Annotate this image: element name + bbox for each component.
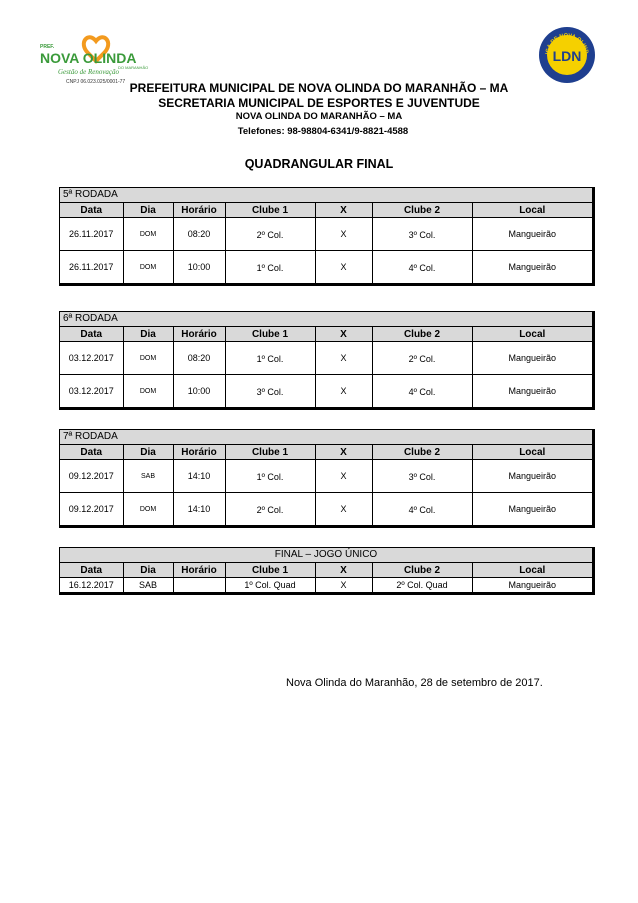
col-data: Data — [60, 203, 123, 218]
round-6-table — [59, 311, 595, 410]
round-5-table — [59, 187, 595, 286]
prefeitura-title: PREFEITURA MUNICIPAL DE NOVA OLINDA DO MARANHÃO – MA — [129, 81, 509, 95]
cell-x: X — [315, 251, 372, 284]
table-row — [60, 460, 592, 493]
cell-clube2: 3º Col. — [372, 218, 472, 251]
liga-logo — [537, 24, 597, 86]
cell-data: 09.12.2017 — [60, 460, 123, 493]
footer-date: Nova Olinda do Maranhão, 28 de setembro de 2017. — [286, 677, 543, 689]
table-row — [60, 375, 592, 408]
cell-clube1: 1º Col. Quad — [225, 578, 315, 593]
cell-clube1: 1º Col. — [225, 342, 315, 375]
header-row — [60, 327, 592, 342]
col-x: X — [315, 327, 372, 342]
cell-dia: SAB — [123, 460, 173, 493]
cell-clube1: 3º Col. — [225, 375, 315, 408]
cell-clube2: 2º Col. Quad — [372, 578, 472, 593]
round-7-table — [59, 429, 595, 528]
cell-clube2: 4º Col. — [372, 375, 472, 408]
cell-horario: 10:00 — [173, 251, 225, 284]
cell-horario: 08:20 — [173, 342, 225, 375]
liga-logo-text: LDN — [552, 48, 582, 64]
cell-local: Mangueirão — [472, 578, 592, 593]
cell-dia: DOM — [123, 342, 173, 375]
col-x: X — [315, 563, 372, 578]
liga-ring-text: IGA DE NOVA OLIND — [545, 32, 590, 55]
col-dia: Dia — [123, 563, 173, 578]
cell-horario — [173, 578, 225, 593]
cell-horario: 14:10 — [173, 460, 225, 493]
cell-data: 16.12.2017 — [60, 578, 123, 593]
cell-clube2: 3º Col. — [372, 460, 472, 493]
table-row — [60, 218, 592, 251]
header-row — [60, 203, 592, 218]
col-clube2: Clube 2 — [372, 203, 472, 218]
col-clube2: Clube 2 — [372, 445, 472, 460]
table-row — [60, 342, 592, 375]
cell-dia: DOM — [123, 375, 173, 408]
cell-data: 03.12.2017 — [60, 375, 123, 408]
cell-x: X — [315, 342, 372, 375]
table-row — [60, 251, 592, 284]
cell-local: Mangueirão — [472, 493, 592, 526]
col-horario: Horário — [173, 203, 225, 218]
cell-data: 03.12.2017 — [60, 342, 123, 375]
logo-slogan: Gestão de Renovação — [58, 68, 120, 76]
cell-clube2: 2º Col. — [372, 342, 472, 375]
col-horario: Horário — [173, 563, 225, 578]
phones-line: Telefones: 98-98804-6341/9-8821-4588 — [237, 126, 409, 137]
page-title: QUADRANGULAR FINAL — [244, 157, 394, 171]
col-x: X — [315, 445, 372, 460]
round-title: 5ª RODADA — [60, 188, 592, 203]
table-row — [60, 578, 592, 593]
logo-main-text: NOVA OLINDA — [40, 50, 137, 66]
cell-x: X — [315, 375, 372, 408]
col-data: Data — [60, 563, 123, 578]
cell-clube1: 1º Col. — [225, 460, 315, 493]
cell-data: 26.11.2017 — [60, 251, 123, 284]
cell-horario: 10:00 — [173, 375, 225, 408]
col-clube1: Clube 1 — [225, 563, 315, 578]
cell-local: Mangueirão — [472, 251, 592, 284]
col-data: Data — [60, 327, 123, 342]
cell-clube1: 2º Col. — [225, 493, 315, 526]
table-row — [60, 493, 592, 526]
secretaria-title: SECRETARIA MUNICIPAL DE ESPORTES E JUVENTUDE — [158, 96, 480, 110]
col-clube1: Clube 1 — [225, 327, 315, 342]
round-title: 6ª RODADA — [60, 312, 592, 327]
cell-horario: 08:20 — [173, 218, 225, 251]
col-local: Local — [472, 445, 592, 460]
final-title: FINAL – JOGO ÚNICO — [60, 548, 592, 563]
col-horario: Horário — [173, 445, 225, 460]
col-local: Local — [472, 203, 592, 218]
col-clube2: Clube 2 — [372, 563, 472, 578]
col-local: Local — [472, 563, 592, 578]
col-clube2: Clube 2 — [372, 327, 472, 342]
col-dia: Dia — [123, 203, 173, 218]
cell-clube1: 2º Col. — [225, 218, 315, 251]
col-data: Data — [60, 445, 123, 460]
col-clube1: Clube 1 — [225, 445, 315, 460]
cell-x: X — [315, 218, 372, 251]
cell-data: 26.11.2017 — [60, 218, 123, 251]
col-dia: Dia — [123, 445, 173, 460]
cell-x: X — [315, 460, 372, 493]
cell-local: Mangueirão — [472, 218, 592, 251]
cell-local: Mangueirão — [472, 460, 592, 493]
city-line: NOVA OLINDA DO MARANHÃO – MA — [235, 111, 403, 122]
cell-clube2: 4º Col. — [372, 251, 472, 284]
header-row — [60, 445, 592, 460]
round-title: 7ª RODADA — [60, 430, 592, 445]
col-dia: Dia — [123, 327, 173, 342]
col-horario: Horário — [173, 327, 225, 342]
cell-clube2: 4º Col. — [372, 493, 472, 526]
cell-clube1: 1º Col. — [225, 251, 315, 284]
cell-horario: 14:10 — [173, 493, 225, 526]
cell-dia: DOM — [123, 251, 173, 284]
cell-dia: DOM — [123, 493, 173, 526]
col-local: Local — [472, 327, 592, 342]
header-row — [60, 563, 592, 578]
cell-data: 09.12.2017 — [60, 493, 123, 526]
cell-local: Mangueirão — [472, 342, 592, 375]
logo-cnpj: CNPJ 06.023.025/0001-77 — [66, 79, 126, 85]
cell-x: X — [315, 493, 372, 526]
logo-prefix: PREF. — [40, 44, 55, 50]
final-table — [59, 547, 595, 595]
cell-dia: SAB — [123, 578, 173, 593]
col-x: X — [315, 203, 372, 218]
cell-x: X — [315, 578, 372, 593]
cell-local: Mangueirão — [472, 375, 592, 408]
col-clube1: Clube 1 — [225, 203, 315, 218]
cell-dia: DOM — [123, 218, 173, 251]
logo-region: DO MARANHÃO — [118, 65, 149, 70]
